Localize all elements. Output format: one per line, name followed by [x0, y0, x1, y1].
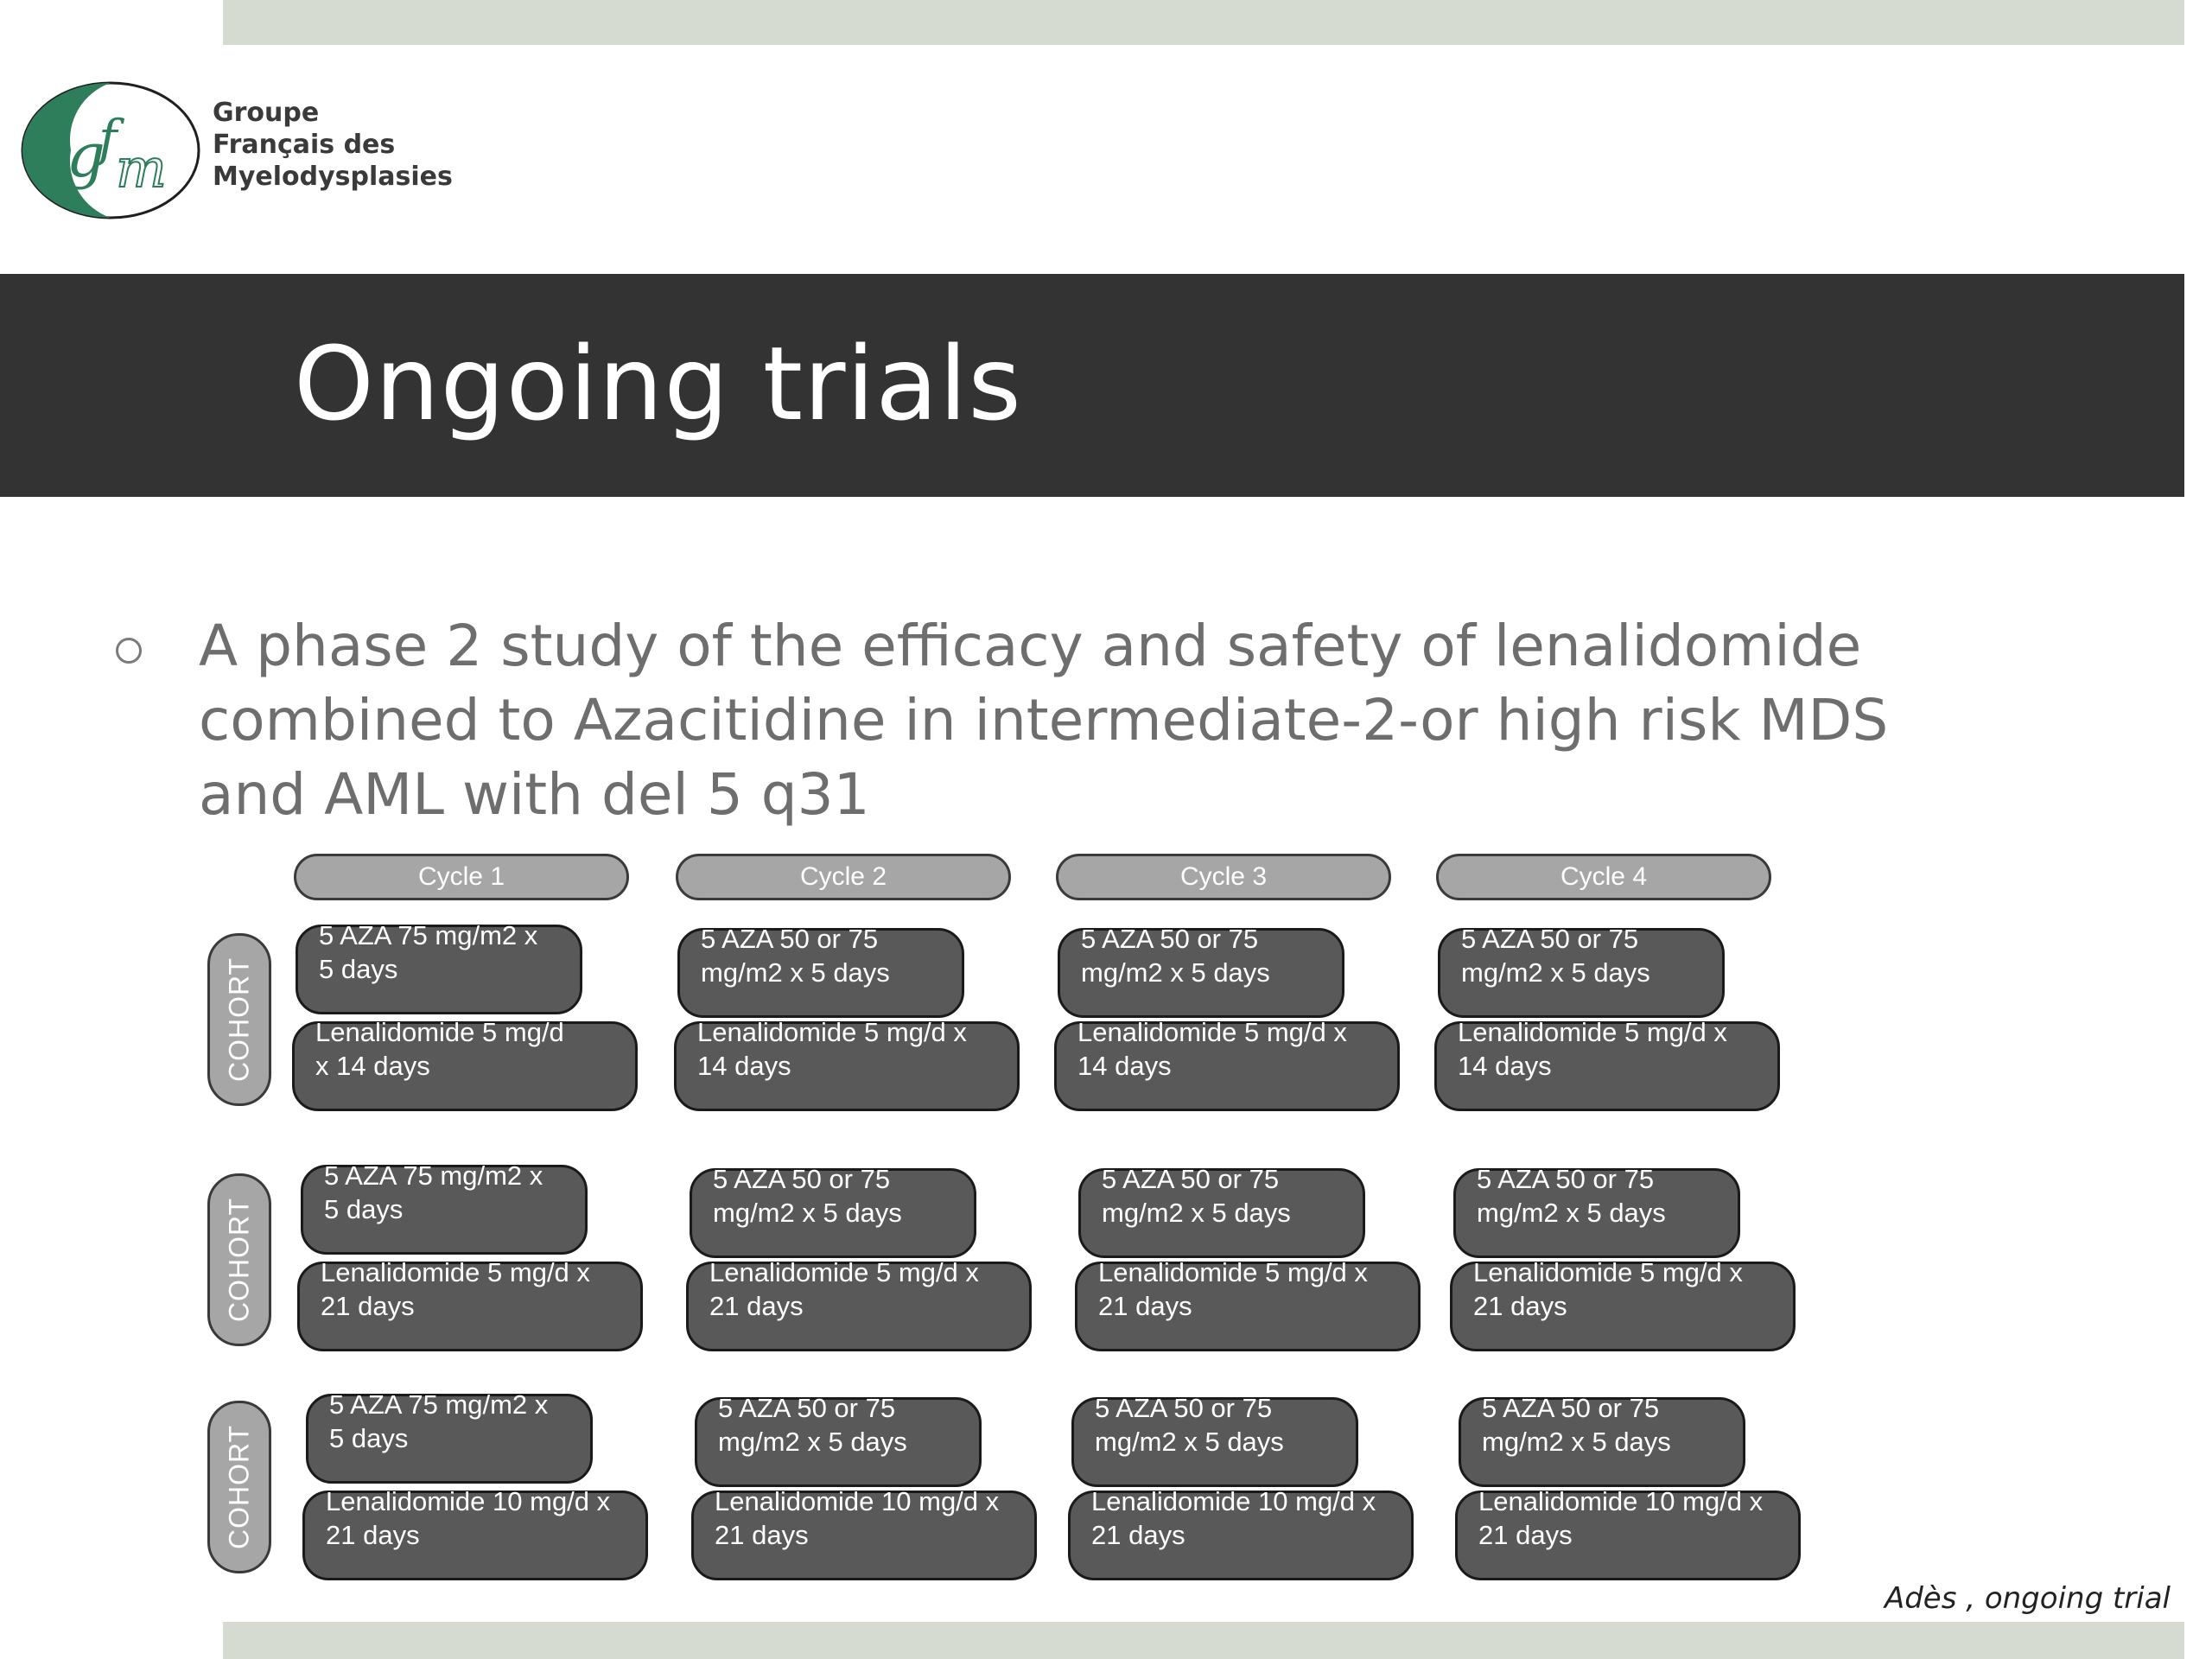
lenalidomide-dose-text: Lenalidomide 10 mg/d x 21 days	[1478, 1486, 1764, 1550]
aza-dose-text: 5 AZA 50 or 75 mg/m2 x 5 days	[1477, 1164, 1666, 1228]
bullet-line-1: A phase 2 study of the efficacy and safety of lenalidomide	[199, 613, 1862, 679]
logo-line-2: Français des	[213, 130, 396, 160]
lenalidomide-dose-text: Lenalidomide 5 mg/d x 14 days	[697, 1017, 967, 1081]
aza-dose-text: 5 AZA 50 or 75 mg/m2 x 5 days	[1482, 1393, 1671, 1457]
cycle-header-2: Cycle 2	[676, 854, 1011, 900]
aza-dose-box	[1078, 1164, 1365, 1258]
lenalidomide-dose-text: Lenalidomide 10 mg/d x 21 days	[326, 1486, 611, 1550]
lenalidomide-dose-text: Lenalidomide 5 mg/d x 21 days	[709, 1257, 979, 1321]
lenalidomide-dose-box	[302, 1486, 648, 1580]
lenalidomide-dose-box	[674, 1017, 1020, 1111]
cohort-label-3	[207, 1401, 271, 1573]
lenalidomide-dose-text: Lenalidomide 5 mg/d x 14 days	[1458, 1017, 1727, 1081]
aza-dose-box	[301, 1160, 588, 1255]
lenalidomide-dose-text: Lenalidomide 5 mg/d x 21 days	[1473, 1257, 1743, 1321]
lenalidomide-dose-box	[691, 1486, 1037, 1580]
lenalidomide-dose-text: Lenalidomide 5 mg/d x 21 days	[321, 1257, 590, 1321]
aza-dose-text: 5 AZA 50 or 75 mg/m2 x 5 days	[1461, 924, 1650, 988]
bottom-accent-band	[223, 1622, 2184, 1659]
lenalidomide-dose-text: Lenalidomide 5 mg/d x 21 days	[1098, 1257, 1368, 1321]
logo-line-1: Groupe	[213, 98, 320, 128]
cohort-label-2	[207, 1173, 271, 1346]
credit-note: Adès , ongoing trial	[1884, 1581, 2171, 1616]
aza-dose-text: 5 AZA 50 or 75 mg/m2 x 5 days	[701, 924, 890, 988]
aza-dose-text: 5 AZA 50 or 75 mg/m2 x 5 days	[1102, 1164, 1291, 1228]
lenalidomide-dose-text: Lenalidomide 10 mg/d x 21 days	[1091, 1486, 1376, 1550]
aza-dose-text: 5 AZA 75 mg/m2 x 5 days	[324, 1160, 543, 1224]
aza-dose-box	[677, 924, 964, 1018]
cycle-header-1: Cycle 1	[294, 854, 629, 900]
aza-dose-box	[690, 1164, 976, 1258]
cohort-label-text: COHORT	[223, 957, 255, 1083]
svg-text:f: f	[99, 109, 118, 168]
bullet-line-3: and AML with del 5 q31	[199, 761, 870, 828]
lenalidomide-dose-box	[1068, 1486, 1414, 1580]
lenalidomide-dose-box	[1434, 1017, 1780, 1111]
svg-text:m: m	[116, 137, 167, 200]
aza-dose-box	[1438, 924, 1725, 1018]
cycle-header-3: Cycle 3	[1056, 854, 1391, 900]
lenalidomide-dose-box	[686, 1257, 1032, 1351]
aza-dose-text: 5 AZA 50 or 75 mg/m2 x 5 days	[718, 1393, 907, 1457]
cohort-label-text: COHORT	[223, 1197, 255, 1323]
lenalidomide-dose-text: Lenalidomide 5 mg/d x 14 days	[1077, 1017, 1347, 1081]
aza-dose-text: 5 AZA 75 mg/m2 x 5 days	[319, 920, 538, 984]
aza-dose-text: 5 AZA 50 or 75 mg/m2 x 5 days	[713, 1164, 902, 1228]
aza-dose-box	[296, 920, 582, 1014]
logo-organization-name	[213, 97, 453, 193]
top-accent-band	[223, 0, 2184, 45]
aza-dose-box	[1071, 1393, 1358, 1487]
aza-dose-box	[1459, 1393, 1745, 1487]
logo-line-3: Myelodysplasies	[213, 162, 453, 192]
bullet-line-2: combined to Azacitidine in intermediate-2-or high risk MDS	[199, 687, 1889, 753]
aza-dose-box	[1058, 924, 1344, 1018]
aza-dose-box	[306, 1389, 593, 1484]
aza-dose-box	[1453, 1164, 1740, 1258]
cycle-header-4: Cycle 4	[1436, 854, 1771, 900]
lenalidomide-dose-text: Lenalidomide 10 mg/d x 21 days	[715, 1486, 1000, 1550]
bullet-text	[199, 609, 2100, 832]
aza-dose-text: 5 AZA 50 or 75 mg/m2 x 5 days	[1095, 1393, 1284, 1457]
cohort-label-1	[207, 933, 271, 1106]
lenalidomide-dose-box	[1450, 1257, 1796, 1351]
aza-dose-box	[695, 1393, 982, 1487]
aza-dose-text: 5 AZA 50 or 75 mg/m2 x 5 days	[1081, 924, 1270, 988]
lenalidomide-dose-box	[1455, 1486, 1801, 1580]
cohort-label-text: COHORT	[223, 1424, 255, 1550]
bullet-circle-icon	[116, 638, 142, 664]
aza-dose-text: 5 AZA 75 mg/m2 x 5 days	[329, 1389, 549, 1453]
slide-title: Ongoing trials	[294, 324, 1022, 443]
lenalidomide-dose-box	[1054, 1017, 1400, 1111]
lenalidomide-dose-box	[1075, 1257, 1421, 1351]
svg-text:g: g	[67, 120, 105, 191]
lenalidomide-dose-text: Lenalidomide 5 mg/d x 14 days	[315, 1017, 564, 1081]
lenalidomide-dose-box	[292, 1017, 638, 1111]
lenalidomide-dose-box	[297, 1257, 643, 1351]
